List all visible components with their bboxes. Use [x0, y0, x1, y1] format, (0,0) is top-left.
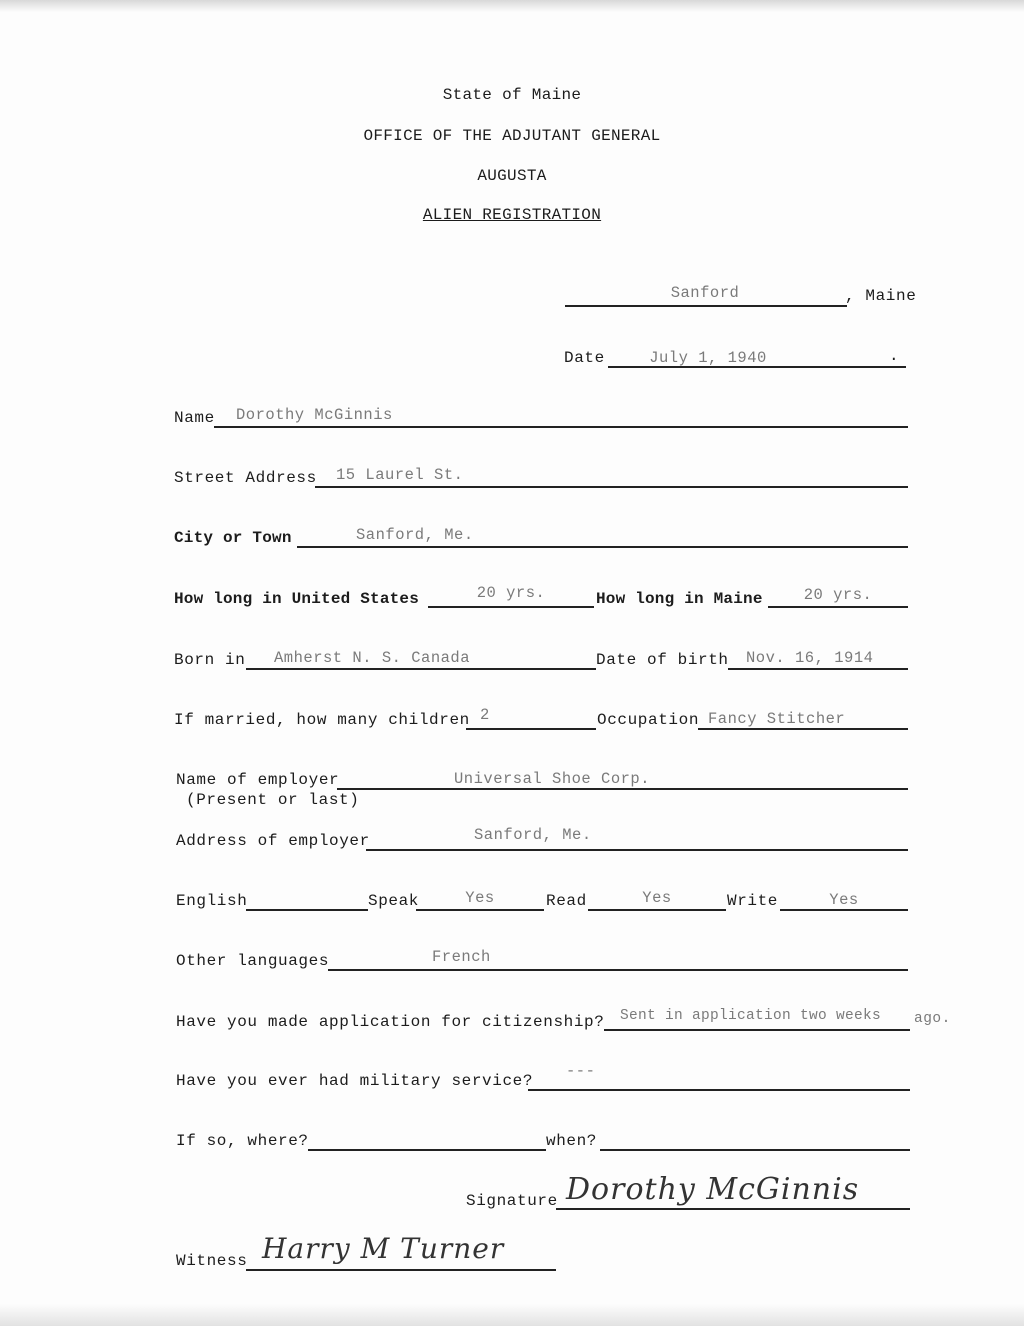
occupation-label: Occupation [597, 711, 700, 729]
occupation-value: Fancy Stitcher [708, 710, 846, 728]
employer-address-line [366, 849, 908, 851]
state-suffix: , Maine [845, 287, 917, 305]
when-line [600, 1149, 910, 1151]
english-line [246, 909, 368, 911]
form-title: ALIEN REGISTRATION [422, 206, 602, 224]
city-line [297, 546, 908, 548]
city-label: City or Town [174, 529, 292, 547]
write-line [780, 909, 908, 911]
signature-line [556, 1208, 910, 1210]
state-heading: State of Maine [442, 86, 582, 104]
employer-line [337, 788, 908, 790]
employer-label: Name of employer [176, 771, 340, 789]
dob-value: Nov. 16, 1914 [746, 649, 874, 667]
dob-label: Date of birth [596, 651, 729, 669]
signature-label: Signature [466, 1192, 558, 1210]
read-value: Yes [642, 889, 672, 907]
witness-line [246, 1269, 556, 1271]
occupation-line [698, 728, 908, 730]
street-label: Street Address [174, 469, 317, 487]
when-label: when? [546, 1132, 598, 1150]
employer-sublabel: (Present or last) [186, 791, 360, 809]
citizenship-value: Sent in application two weeks [620, 1008, 882, 1024]
dob-line [728, 668, 908, 670]
military-line [528, 1089, 910, 1091]
years-maine-line [768, 606, 908, 608]
years-maine-label: How long in Maine [596, 590, 763, 608]
scan-edge-bottom [0, 1304, 1024, 1326]
children-line [466, 728, 596, 730]
name-line [214, 426, 908, 428]
office-heading: OFFICE OF THE ADJUTANT GENERAL [363, 127, 661, 145]
write-value: Yes [829, 891, 859, 909]
name-value: Dorothy McGinnis [236, 406, 393, 424]
write-label: Write [727, 892, 779, 910]
witness-handwriting: Harry M Turner [262, 1232, 505, 1265]
town-value: Sanford [670, 284, 740, 302]
years-us-value: 20 yrs. [476, 584, 546, 602]
city-value: Sanford, Me. [356, 526, 474, 544]
name-label: Name [174, 409, 215, 427]
citizenship-label: Have you made application for citizenship? [176, 1013, 605, 1031]
children-value: 2 [480, 706, 490, 724]
date-line [608, 366, 906, 368]
citizenship-line [604, 1029, 910, 1031]
years-us-line [428, 606, 594, 608]
read-line [588, 909, 726, 911]
witness-label: Witness [176, 1252, 248, 1270]
years-maine-value: 20 yrs. [803, 586, 873, 604]
employer-address-label: Address of employer [176, 832, 370, 850]
other-languages-value: French [432, 948, 491, 966]
city-heading: AUGUSTA [477, 167, 547, 185]
speak-value: Yes [465, 889, 495, 907]
scan-edge-top [0, 0, 1024, 12]
signature-handwriting: Dorothy McGinnis [566, 1172, 860, 1207]
town-line [565, 305, 847, 307]
speak-line [416, 909, 544, 911]
date-value: July 1, 1940 [649, 349, 767, 367]
born-value: Amherst N. S. Canada [274, 649, 471, 667]
where-line [308, 1149, 546, 1151]
children-label: If married, how many children [174, 711, 470, 729]
other-languages-line [328, 969, 908, 971]
other-languages-label: Other languages [176, 952, 330, 970]
where-label: If so, where? [176, 1132, 309, 1150]
employer-value: Universal Shoe Corp. [454, 770, 651, 788]
speak-label: Speak [368, 892, 420, 910]
street-line [315, 486, 908, 488]
date-label: Date [564, 349, 605, 367]
street-value: 15 Laurel St. [336, 466, 464, 484]
read-label: Read [546, 892, 587, 910]
citizenship-trailing: ago. [914, 1011, 951, 1027]
military-value: --- [566, 1062, 596, 1080]
born-label: Born in [174, 651, 246, 669]
years-us-label: How long in United States [174, 590, 420, 608]
born-line [246, 668, 596, 670]
english-label: English [176, 892, 248, 910]
military-label: Have you ever had military service? [176, 1072, 534, 1090]
employer-address-value: Sanford, Me. [474, 826, 592, 844]
date-suffix: . [889, 347, 900, 365]
